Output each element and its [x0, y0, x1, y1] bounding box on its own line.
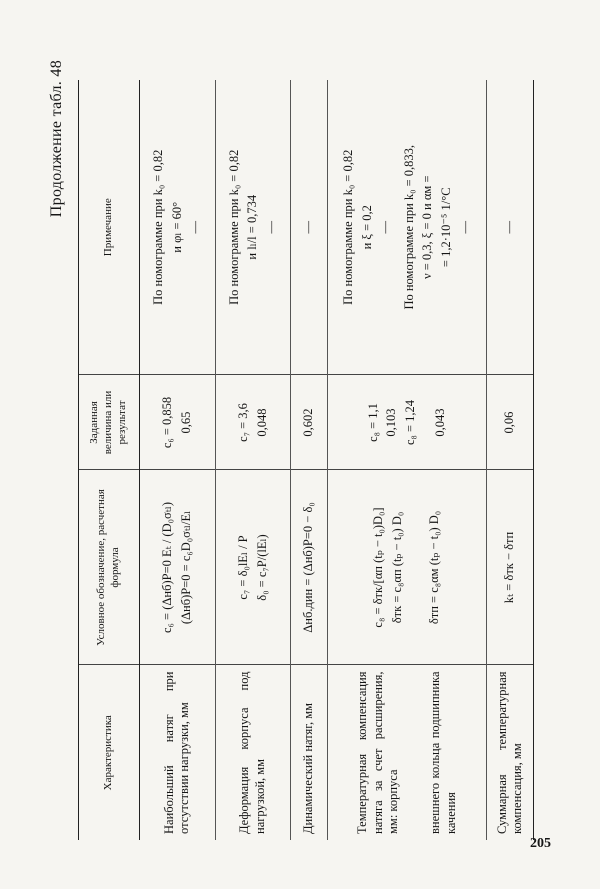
note-line: По номограмме при k₀ = 0,82 — [226, 149, 241, 305]
cell-value — [140, 375, 216, 470]
cell-characteristic: Суммарная температурная компенсация, мм — [487, 665, 534, 840]
cell-note — [487, 80, 534, 375]
header-note: Примечание — [79, 80, 140, 375]
note-line: — — [263, 221, 278, 234]
value-line: c₆ = 0,858 — [160, 396, 175, 449]
value-line: c₈ = 1,24 — [403, 399, 418, 446]
cell-characteristic: Деформация корпуса под нагрузкой, мм — [215, 665, 291, 840]
value-line: c₇ = 3,6 — [235, 403, 250, 442]
cell-value — [215, 375, 291, 470]
note-line: — — [301, 221, 316, 234]
cell-characteristic — [327, 665, 486, 840]
cell-note — [327, 80, 486, 375]
table-header-row — [79, 80, 140, 840]
formula-line: c₇ = δ₀lEₗ / P — [235, 535, 250, 600]
cell-formula — [327, 470, 486, 665]
table-row — [487, 80, 534, 840]
table-row — [327, 80, 486, 840]
formula-line: c₈ = δтк/[αп (tₚ − t₀)D₀] — [371, 507, 386, 628]
cell-formula — [215, 470, 291, 665]
cell-note — [215, 80, 291, 375]
header-characteristic: Характеристика — [79, 665, 140, 840]
note-line: По номограмме при k₀ = 0,833, — [401, 144, 416, 310]
note-line: — — [188, 221, 203, 234]
formula-line: (Δнб)P=0 = c₆D₀σₜₗ/Eₗ — [178, 510, 193, 625]
note-line: По номограмме при k₀ = 0,82 — [150, 149, 165, 305]
header-value: Заданная величина или результат — [79, 375, 140, 470]
page-number: 205 — [530, 836, 551, 851]
note-line: — — [457, 221, 472, 234]
table-row — [291, 80, 327, 840]
cell-characteristic: Динамический натяг, мм — [291, 665, 327, 840]
table-row — [140, 80, 216, 840]
cell-formula — [140, 470, 216, 665]
note-line: и φₗ = 60° — [169, 201, 184, 253]
note-line: и ξ = 0,2 — [359, 205, 374, 250]
formula-line: δтп = c₈αм (tₚ − t₀) D₀ — [427, 510, 442, 625]
value-line: 0,048 — [254, 408, 269, 437]
note-line: — — [502, 221, 517, 234]
formula-line: kₜ = δтк − δтп — [502, 531, 517, 604]
value-line: 0,043 — [432, 408, 447, 437]
characteristic-subline: внешнего кольца подшипника качения — [427, 671, 458, 834]
value-line: 0,602 — [301, 408, 316, 437]
formula-line: δ₀ = c₇P/(lEₗ) — [254, 534, 269, 601]
value-line: 0,06 — [502, 411, 517, 434]
data-table — [78, 80, 534, 840]
cell-formula — [291, 470, 327, 665]
note-line: ν = 0,3, ξ = 0 и αм = — [420, 175, 435, 280]
note-line: = 1,2·10⁻⁵ 1/°C — [439, 187, 454, 268]
cell-value — [291, 375, 327, 470]
cell-formula — [487, 470, 534, 665]
note-line: — — [378, 221, 393, 234]
cell-value — [487, 375, 534, 470]
formula-line: δтк = c₈αп (tₚ − t₀) D₀ — [389, 511, 404, 624]
rotated-table-block — [48, 60, 538, 840]
value-line: 0,103 — [384, 408, 399, 437]
value-line: c₈ = 1,1 — [365, 403, 380, 442]
table-row — [215, 80, 291, 840]
cell-note — [140, 80, 216, 375]
table-caption: Продолжение табл. 48 — [48, 60, 65, 218]
cell-value — [327, 375, 486, 470]
note-line: По номограмме при k₀ = 0,82 — [340, 149, 355, 305]
formula-line: Δнб.дин = (Δнб)P=0 − δ₀ — [301, 502, 316, 633]
header-formula: Условное обозначение, расчетная формула — [79, 470, 140, 665]
cell-note — [291, 80, 327, 375]
formula-line: c₆ = (Δнб)P=0 Eₜ / (D₀σₜₗ) — [160, 502, 175, 633]
note-line: и lₗ/l = 0,734 — [245, 194, 260, 260]
cell-characteristic: Наибольший натяг при отсутствии нагрузки, мм — [140, 665, 216, 840]
value-line: 0,65 — [178, 411, 193, 434]
characteristic-line: Температурная компенсация натяга за счет расширения, мм: корпуса — [355, 671, 401, 834]
